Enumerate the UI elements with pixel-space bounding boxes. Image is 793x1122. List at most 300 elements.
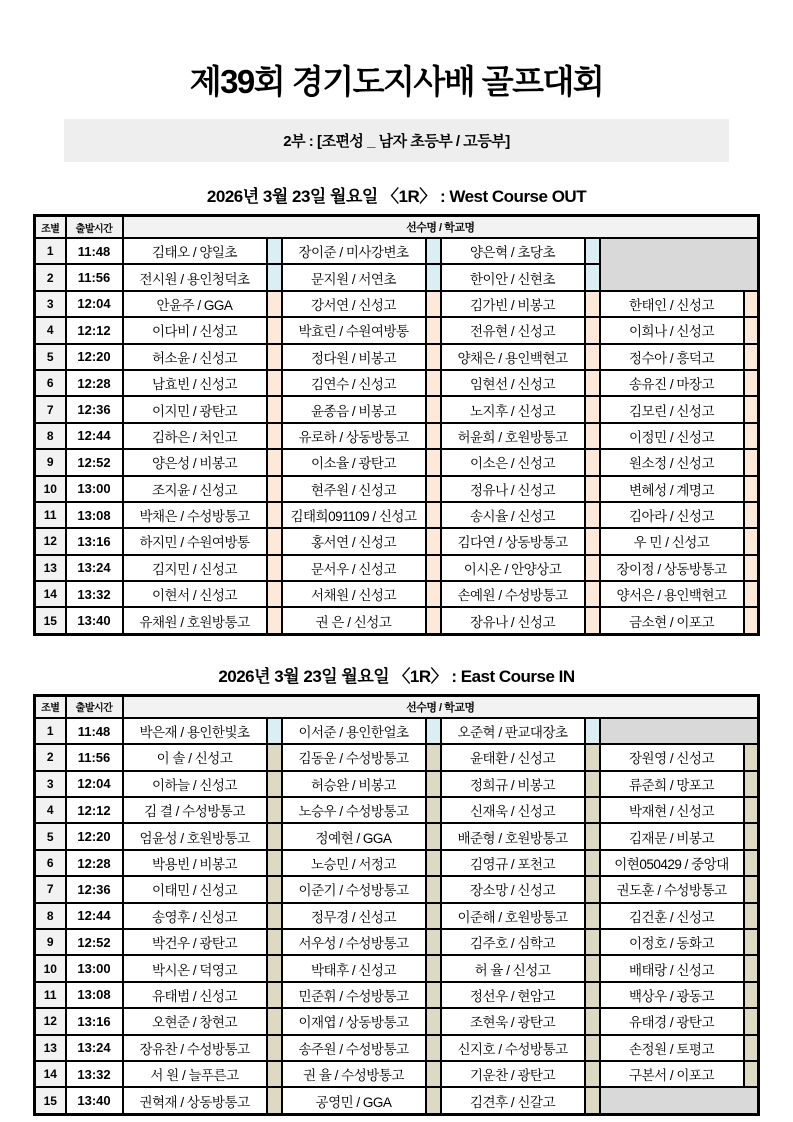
player-cell: 문서우 / 신성고 bbox=[282, 555, 426, 581]
player-cell: 박효린 / 수원여방통 bbox=[282, 317, 426, 343]
empty-player-slot bbox=[600, 1087, 759, 1114]
player-cell: 유로하 / 상동방통고 bbox=[282, 423, 426, 449]
start-time-cell: 13:24 bbox=[66, 1035, 123, 1061]
player-cell: 정예현 / GGA bbox=[282, 823, 426, 849]
table-row bbox=[35, 238, 759, 264]
player-cell: 서우성 / 수성방통고 bbox=[282, 929, 426, 955]
player-cell: 홍서연 / 신성고 bbox=[282, 528, 426, 554]
accent-strip bbox=[744, 344, 759, 370]
group-number-cell: 15 bbox=[35, 1087, 66, 1114]
player-cell: 김가빈 / 비봉고 bbox=[441, 291, 585, 317]
group-number-cell: 2 bbox=[35, 264, 66, 290]
player-cell: 송유진 / 마장고 bbox=[600, 370, 744, 396]
player-cell: 노지후 / 신성고 bbox=[441, 396, 585, 422]
accent-strip bbox=[426, 502, 441, 528]
player-cell: 남효빈 / 신성고 bbox=[123, 370, 267, 396]
start-time-cell: 12:12 bbox=[66, 317, 123, 343]
accent-strip bbox=[744, 823, 759, 849]
player-cell: 양은성 / 비봉고 bbox=[123, 449, 267, 475]
player-cell: 손예원 / 수성방통고 bbox=[441, 581, 585, 607]
group-number-cell: 11 bbox=[35, 982, 66, 1008]
accent-strip bbox=[744, 1061, 759, 1087]
player-cell: 장유나 / 신성고 bbox=[441, 607, 585, 634]
player-cell: 송주원 / 수성방통고 bbox=[282, 1035, 426, 1061]
table-row bbox=[35, 718, 759, 744]
player-cell: 김재문 / 비봉고 bbox=[600, 823, 744, 849]
player-cell: 정희규 / 비봉고 bbox=[441, 771, 585, 797]
start-time-cell: 12:04 bbox=[66, 291, 123, 317]
table-row bbox=[35, 449, 759, 475]
player-cell: 박은재 / 용인한빛초 bbox=[123, 718, 267, 744]
accent-strip bbox=[426, 370, 441, 396]
player-cell: 김연수 / 신성고 bbox=[282, 370, 426, 396]
start-time-cell: 12:52 bbox=[66, 929, 123, 955]
accent-strip bbox=[585, 344, 600, 370]
player-cell: 박태후 / 신성고 bbox=[282, 955, 426, 981]
player-cell: 엄윤성 / 호원방통고 bbox=[123, 823, 267, 849]
player-cell: 현주원 / 신성고 bbox=[282, 476, 426, 502]
accent-strip bbox=[585, 264, 600, 290]
accent-strip bbox=[426, 1087, 441, 1114]
accent-strip bbox=[267, 607, 282, 634]
player-cell: 이서준 / 용인한얼초 bbox=[282, 718, 426, 744]
player-cell: 이소율 / 광탄고 bbox=[282, 449, 426, 475]
accent-strip bbox=[267, 528, 282, 554]
player-cell: 구본서 / 이포고 bbox=[600, 1061, 744, 1087]
player-cell: 김모린 / 신성고 bbox=[600, 396, 744, 422]
accent-strip bbox=[267, 264, 282, 290]
accent-strip bbox=[426, 423, 441, 449]
group-number-cell: 10 bbox=[35, 476, 66, 502]
group-number-cell: 14 bbox=[35, 581, 66, 607]
player-cell: 유태경 / 광탄고 bbox=[600, 1008, 744, 1034]
table-row bbox=[35, 1087, 759, 1114]
accent-strip bbox=[426, 929, 441, 955]
start-time-cell: 13:32 bbox=[66, 1061, 123, 1087]
player-cell: 서 원 / 늘푸른고 bbox=[123, 1061, 267, 1087]
table-row bbox=[35, 317, 759, 343]
start-time-cell: 12:20 bbox=[66, 344, 123, 370]
accent-strip bbox=[426, 876, 441, 902]
accent-strip bbox=[744, 449, 759, 475]
accent-strip bbox=[585, 528, 600, 554]
player-cell: 공영민 / GGA bbox=[282, 1087, 426, 1114]
accent-strip bbox=[585, 823, 600, 849]
start-time-cell: 12:44 bbox=[66, 423, 123, 449]
accent-strip bbox=[426, 850, 441, 876]
player-cell: 전시원 / 용인청덕초 bbox=[123, 264, 267, 290]
accent-strip bbox=[426, 1035, 441, 1061]
player-cell: 송영후 / 신성고 bbox=[123, 903, 267, 929]
player-cell: 민준휘 / 수성방통고 bbox=[282, 982, 426, 1008]
player-cell: 박용빈 / 비봉고 bbox=[123, 850, 267, 876]
start-time-cell: 13:40 bbox=[66, 1087, 123, 1114]
player-cell: 오현준 / 창현고 bbox=[123, 1008, 267, 1034]
group-number-cell: 4 bbox=[35, 317, 66, 343]
player-cell: 김태오 / 양일초 bbox=[123, 238, 267, 264]
accent-strip bbox=[267, 581, 282, 607]
player-cell: 이태민 / 신성고 bbox=[123, 876, 267, 902]
table-row bbox=[35, 476, 759, 502]
col-header-group: 조별 bbox=[35, 216, 66, 239]
group-number-cell: 2 bbox=[35, 744, 66, 770]
accent-strip bbox=[744, 581, 759, 607]
player-cell: 김다연 / 상동방통고 bbox=[441, 528, 585, 554]
table-row bbox=[35, 982, 759, 1008]
player-cell: 이정호 / 동화고 bbox=[600, 929, 744, 955]
table-title-west: 2026년 3월 23일 월요일 〈1R〉 : West Course OUT bbox=[206, 187, 587, 206]
table-title-east: 2026년 3월 23일 월요일 〈1R〉 : East Course IN bbox=[218, 666, 575, 686]
start-time-cell: 13:16 bbox=[66, 1008, 123, 1034]
player-cell: 정무경 / 신성고 bbox=[282, 903, 426, 929]
accent-strip bbox=[744, 771, 759, 797]
accent-strip bbox=[744, 396, 759, 422]
accent-strip bbox=[426, 449, 441, 475]
player-cell: 이시온 / 안양상고 bbox=[441, 555, 585, 581]
player-cell: 김아라 / 신성고 bbox=[600, 502, 744, 528]
accent-strip bbox=[267, 1061, 282, 1087]
player-cell: 한태인 / 신성고 bbox=[600, 291, 744, 317]
start-time-cell: 11:56 bbox=[66, 264, 123, 290]
player-cell: 허 율 / 신성고 bbox=[441, 955, 585, 981]
table-row bbox=[35, 607, 759, 634]
group-number-cell: 6 bbox=[35, 370, 66, 396]
accent-strip bbox=[267, 423, 282, 449]
player-cell: 권혁재 / 상동방통고 bbox=[123, 1087, 267, 1114]
player-cell: 이현서 / 신성고 bbox=[123, 581, 267, 607]
accent-strip bbox=[267, 744, 282, 770]
accent-strip bbox=[267, 1035, 282, 1061]
table-row bbox=[35, 581, 759, 607]
player-cell: 전유현 / 신성고 bbox=[441, 317, 585, 343]
start-time-cell: 12:36 bbox=[66, 876, 123, 902]
player-cell: 장이정 / 상동방통고 bbox=[600, 555, 744, 581]
player-cell: 김영규 / 포천고 bbox=[441, 850, 585, 876]
group-number-cell: 3 bbox=[35, 291, 66, 317]
accent-strip bbox=[267, 1087, 282, 1114]
player-cell: 이 솔 / 신성고 bbox=[123, 744, 267, 770]
table-row bbox=[35, 850, 759, 876]
group-number-cell: 1 bbox=[35, 718, 66, 744]
accent-strip bbox=[585, 607, 600, 634]
accent-strip bbox=[585, 1061, 600, 1087]
player-cell: 이희나 / 신성고 bbox=[600, 317, 744, 343]
subtitle-band bbox=[64, 119, 729, 162]
player-cell: 강서연 / 신성고 bbox=[282, 291, 426, 317]
accent-strip bbox=[426, 238, 441, 264]
accent-strip bbox=[426, 955, 441, 981]
start-time-cell: 12:28 bbox=[66, 370, 123, 396]
player-cell: 김동운 / 수성방통고 bbox=[282, 744, 426, 770]
accent-strip bbox=[585, 744, 600, 770]
group-number-cell: 10 bbox=[35, 955, 66, 981]
accent-strip bbox=[585, 1035, 600, 1061]
player-cell: 원소정 / 신성고 bbox=[600, 449, 744, 475]
player-cell: 김주호 / 심학고 bbox=[441, 929, 585, 955]
player-cell: 권도훈 / 수성방통고 bbox=[600, 876, 744, 902]
player-cell: 서채원 / 신성고 bbox=[282, 581, 426, 607]
pairings-table-west bbox=[33, 214, 760, 636]
player-cell: 정다원 / 비봉고 bbox=[282, 344, 426, 370]
player-cell: 장이준 / 미사강변초 bbox=[282, 238, 426, 264]
accent-strip bbox=[744, 555, 759, 581]
player-cell: 이재엽 / 상동방통고 bbox=[282, 1008, 426, 1034]
accent-strip bbox=[744, 850, 759, 876]
accent-strip bbox=[744, 744, 759, 770]
accent-strip bbox=[744, 370, 759, 396]
accent-strip bbox=[744, 1008, 759, 1034]
player-cell: 기운찬 / 광탄고 bbox=[441, 1061, 585, 1087]
accent-strip bbox=[267, 476, 282, 502]
player-cell: 장유찬 / 수성방통고 bbox=[123, 1035, 267, 1061]
player-cell: 이하늘 / 신성고 bbox=[123, 771, 267, 797]
player-cell: 허윤희 / 호원방통고 bbox=[441, 423, 585, 449]
player-cell: 이지민 / 광탄고 bbox=[123, 396, 267, 422]
start-time-cell: 12:04 bbox=[66, 771, 123, 797]
accent-strip bbox=[426, 823, 441, 849]
accent-strip bbox=[585, 903, 600, 929]
player-cell: 허승완 / 비봉고 bbox=[282, 771, 426, 797]
player-cell: 김지민 / 신성고 bbox=[123, 555, 267, 581]
group-number-cell: 4 bbox=[35, 797, 66, 823]
player-cell: 노승우 / 수성방통고 bbox=[282, 797, 426, 823]
start-time-cell: 13:00 bbox=[66, 476, 123, 502]
player-cell: 신재욱 / 신성고 bbox=[441, 797, 585, 823]
accent-strip bbox=[585, 476, 600, 502]
group-number-cell: 9 bbox=[35, 929, 66, 955]
player-cell: 류준희 / 망포고 bbox=[600, 771, 744, 797]
table-row bbox=[35, 291, 759, 317]
header-row bbox=[35, 695, 759, 718]
empty-player-slot bbox=[600, 238, 759, 291]
accent-strip bbox=[426, 291, 441, 317]
group-number-cell: 11 bbox=[35, 502, 66, 528]
player-cell: 배태랑 / 신성고 bbox=[600, 955, 744, 981]
accent-strip bbox=[267, 502, 282, 528]
accent-strip bbox=[426, 317, 441, 343]
accent-strip bbox=[585, 396, 600, 422]
player-cell: 장원영 / 신성고 bbox=[600, 744, 744, 770]
table-row bbox=[35, 528, 759, 554]
accent-strip bbox=[426, 797, 441, 823]
start-time-cell: 12:28 bbox=[66, 850, 123, 876]
accent-strip bbox=[585, 238, 600, 264]
accent-strip bbox=[744, 476, 759, 502]
accent-strip bbox=[585, 929, 600, 955]
player-cell: 김하은 / 처인고 bbox=[123, 423, 267, 449]
table-row bbox=[35, 1061, 759, 1087]
accent-strip bbox=[744, 502, 759, 528]
player-cell: 이준기 / 수성방통고 bbox=[282, 876, 426, 902]
accent-strip bbox=[267, 238, 282, 264]
player-cell: 조현욱 / 광탄고 bbox=[441, 1008, 585, 1034]
accent-strip bbox=[585, 449, 600, 475]
start-time-cell: 13:08 bbox=[66, 502, 123, 528]
header-row bbox=[35, 216, 759, 239]
accent-strip bbox=[426, 982, 441, 1008]
accent-strip bbox=[744, 528, 759, 554]
accent-strip bbox=[267, 370, 282, 396]
start-time-cell: 12:36 bbox=[66, 396, 123, 422]
player-cell: 허소윤 / 신성고 bbox=[123, 344, 267, 370]
player-cell: 변혜성 / 계명고 bbox=[600, 476, 744, 502]
start-time-cell: 12:44 bbox=[66, 903, 123, 929]
player-cell: 김태희091109 / 신성고 bbox=[282, 502, 426, 528]
table-row bbox=[35, 744, 759, 770]
player-cell: 하지민 / 수원여방통 bbox=[123, 528, 267, 554]
player-cell: 신지호 / 수성방통고 bbox=[441, 1035, 585, 1061]
table-row bbox=[35, 797, 759, 823]
start-time-cell: 11:48 bbox=[66, 718, 123, 744]
table-row bbox=[35, 823, 759, 849]
player-cell: 유태범 / 신성고 bbox=[123, 982, 267, 1008]
group-number-cell: 8 bbox=[35, 903, 66, 929]
accent-strip bbox=[426, 718, 441, 744]
accent-strip bbox=[585, 502, 600, 528]
accent-strip bbox=[744, 982, 759, 1008]
accent-strip bbox=[267, 929, 282, 955]
accent-strip bbox=[585, 797, 600, 823]
accent-strip bbox=[744, 607, 759, 634]
group-number-cell: 8 bbox=[35, 423, 66, 449]
accent-strip bbox=[585, 850, 600, 876]
player-cell: 정수아 / 흥덕고 bbox=[600, 344, 744, 370]
accent-strip bbox=[585, 291, 600, 317]
group-number-cell: 7 bbox=[35, 876, 66, 902]
player-cell: 문지원 / 서연초 bbox=[282, 264, 426, 290]
accent-strip bbox=[744, 797, 759, 823]
accent-strip bbox=[267, 955, 282, 981]
group-number-cell: 3 bbox=[35, 771, 66, 797]
player-cell: 백상우 / 광동고 bbox=[600, 982, 744, 1008]
player-cell: 권 율 / 수성방통고 bbox=[282, 1061, 426, 1087]
group-number-cell: 12 bbox=[35, 1008, 66, 1034]
accent-strip bbox=[585, 555, 600, 581]
accent-strip bbox=[426, 607, 441, 634]
accent-strip bbox=[426, 581, 441, 607]
accent-strip bbox=[585, 317, 600, 343]
accent-strip bbox=[744, 291, 759, 317]
col-header-time: 출발시간 bbox=[66, 695, 123, 718]
table-row bbox=[35, 370, 759, 396]
player-cell: 박재현 / 신성고 bbox=[600, 797, 744, 823]
accent-strip bbox=[744, 955, 759, 981]
player-cell: 양은혁 / 초당초 bbox=[441, 238, 585, 264]
accent-strip bbox=[426, 1061, 441, 1087]
table-row bbox=[35, 1008, 759, 1034]
group-number-cell: 5 bbox=[35, 344, 66, 370]
accent-strip bbox=[267, 317, 282, 343]
player-cell: 송시율 / 신성고 bbox=[441, 502, 585, 528]
accent-strip bbox=[426, 1008, 441, 1034]
table-row bbox=[35, 1035, 759, 1061]
group-number-cell: 9 bbox=[35, 449, 66, 475]
accent-strip bbox=[585, 1008, 600, 1034]
table-row bbox=[35, 555, 759, 581]
accent-strip bbox=[426, 476, 441, 502]
player-cell: 장소망 / 신성고 bbox=[441, 876, 585, 902]
accent-strip bbox=[744, 423, 759, 449]
player-cell: 김견후 / 신갈고 bbox=[441, 1087, 585, 1114]
table-body-east bbox=[35, 718, 759, 1114]
accent-strip bbox=[426, 555, 441, 581]
accent-strip bbox=[426, 528, 441, 554]
player-cell: 이준해 / 호원방통고 bbox=[441, 903, 585, 929]
table-row bbox=[35, 903, 759, 929]
start-time-cell: 12:12 bbox=[66, 797, 123, 823]
table-body-west bbox=[35, 238, 759, 634]
start-time-cell: 13:16 bbox=[66, 528, 123, 554]
col-header-group: 조별 bbox=[35, 695, 66, 718]
player-cell: 박시온 / 덕영고 bbox=[123, 955, 267, 981]
player-cell: 배준형 / 호원방통고 bbox=[441, 823, 585, 849]
accent-strip bbox=[267, 449, 282, 475]
accent-strip bbox=[267, 823, 282, 849]
start-time-cell: 13:08 bbox=[66, 982, 123, 1008]
group-number-cell: 13 bbox=[35, 1035, 66, 1061]
player-cell: 윤종음 / 비봉고 bbox=[282, 396, 426, 422]
accent-strip bbox=[585, 581, 600, 607]
accent-strip bbox=[267, 555, 282, 581]
player-cell: 이정민 / 신성고 bbox=[600, 423, 744, 449]
start-time-cell: 13:40 bbox=[66, 607, 123, 634]
subtitle-text: 2부 : [조편성 _ 남자 초등부 / 고등부] bbox=[283, 133, 510, 150]
player-cell: 우 민 / 신성고 bbox=[600, 528, 744, 554]
accent-strip bbox=[267, 1008, 282, 1034]
accent-strip bbox=[585, 370, 600, 396]
player-cell: 양서은 / 용인백현고 bbox=[600, 581, 744, 607]
player-cell: 한이안 / 신현초 bbox=[441, 264, 585, 290]
accent-strip bbox=[267, 396, 282, 422]
accent-strip bbox=[744, 1035, 759, 1061]
accent-strip bbox=[267, 771, 282, 797]
player-cell: 조지윤 / 신성고 bbox=[123, 476, 267, 502]
round-section-west bbox=[33, 182, 760, 636]
group-number-cell: 14 bbox=[35, 1061, 66, 1087]
table-row bbox=[35, 771, 759, 797]
start-time-cell: 13:32 bbox=[66, 581, 123, 607]
player-cell: 박건우 / 광탄고 bbox=[123, 929, 267, 955]
start-time-cell: 13:24 bbox=[66, 555, 123, 581]
page-title: 제39회 경기도지사배 골프대회 bbox=[189, 63, 604, 100]
table-row bbox=[35, 876, 759, 902]
group-number-cell: 15 bbox=[35, 607, 66, 634]
accent-strip bbox=[585, 955, 600, 981]
player-cell: 정유나 / 신성고 bbox=[441, 476, 585, 502]
player-cell: 노승민 / 서정고 bbox=[282, 850, 426, 876]
group-number-cell: 6 bbox=[35, 850, 66, 876]
player-cell: 유채원 / 호원방통고 bbox=[123, 607, 267, 634]
table-row bbox=[35, 929, 759, 955]
round-section-east bbox=[33, 662, 760, 1116]
start-time-cell: 11:48 bbox=[66, 238, 123, 264]
player-cell: 임현선 / 신성고 bbox=[441, 370, 585, 396]
accent-strip bbox=[267, 291, 282, 317]
accent-strip bbox=[267, 876, 282, 902]
col-header-players: 선수명 / 학교명 bbox=[123, 216, 759, 239]
accent-strip bbox=[744, 929, 759, 955]
accent-strip bbox=[426, 264, 441, 290]
player-cell: 박채은 / 수성방통고 bbox=[123, 502, 267, 528]
accent-strip bbox=[585, 982, 600, 1008]
group-number-cell: 13 bbox=[35, 555, 66, 581]
accent-strip bbox=[585, 423, 600, 449]
col-header-time: 출발시간 bbox=[66, 216, 123, 239]
table-row bbox=[35, 396, 759, 422]
player-cell: 정선우 / 현암고 bbox=[441, 982, 585, 1008]
player-cell: 오준혁 / 판교대장초 bbox=[441, 718, 585, 744]
table-row bbox=[35, 955, 759, 981]
